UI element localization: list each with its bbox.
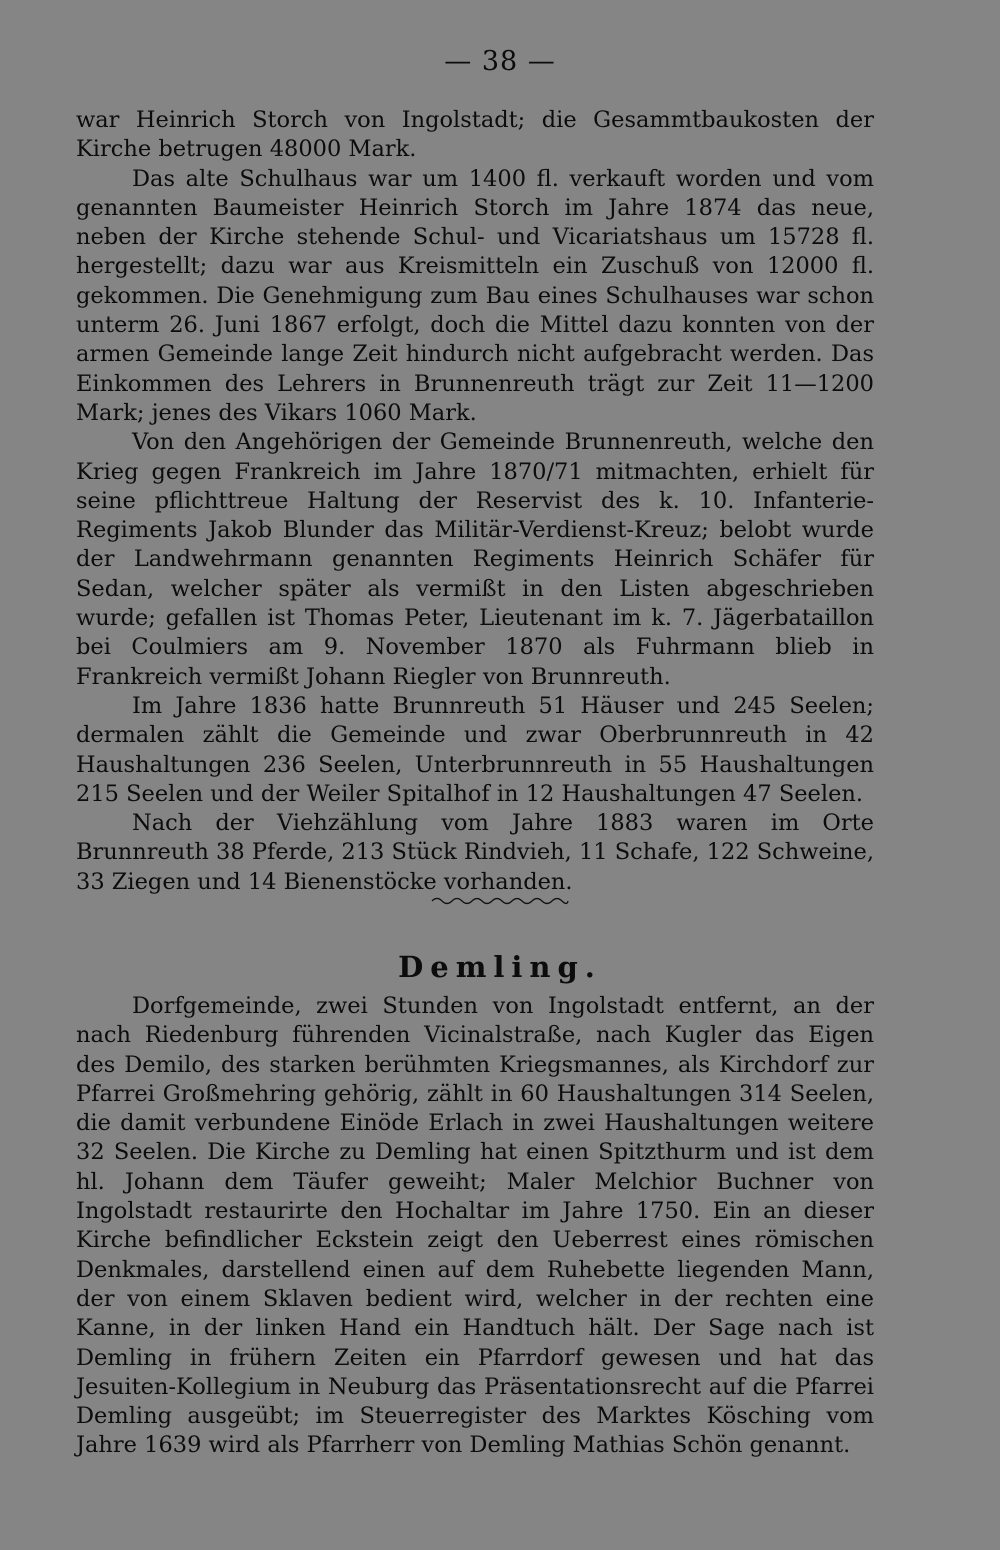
section-divider-ornament: [0, 893, 1000, 912]
paragraph: war Heinrich Storch von Ingolstadt; die Gesammtbaukosten der Kirche betrugen 48000 Mark.: [76, 107, 874, 163]
wavy-line-icon: [430, 894, 570, 908]
paragraph: Im Jahre 1836 hatte Brunnreuth 51 Häuser und 245 Seelen; dermalen zählt die Gemeinde und zwar Oberbrunnreuth in 42 Haushaltungen 236 Seelen, Unterbrunnreuth in 55 Haushaltungen 215 Seelen und der Weiler Spitalhof in 12 Haushaltungen 47 Seelen.: [76, 692, 874, 807]
paragraph: Nach der Viehzählung vom Jahre 1883 waren im Orte Brunnreuth 38 Pferde, 213 Stück Rindvieh, 11 Schafe, 122 Schweine, 33 Ziegen und 14 Bienenstöcke vorhanden.: [76, 810, 874, 895]
paragraph: Das alte Schulhaus war um 1400 fl. verkauft worden und vom genannten Baumeister Heinrich Storch im Jahre 1874 das neue, neben der Kirche stehende Schul- und Vicariatshaus um 15728 fl. hergestellt; dazu war aus Kreismitteln ein Zuschuß von 12000 fl. gekommen. Die Genehmigung zum Bau eines Schulhauses war schon unterm 26. Juni 1867 erfolgt, doch die Mittel dazu konnten von der armen Gemeinde lange Zeit hindurch nicht aufgebracht werden. Das Einkommen des Lehrers in Brunnenreuth trägt zur Zeit 11—1200 Mark; jenes des Vikars 1060 Mark.: [76, 165, 874, 426]
paragraph: Von den Angehörigen der Gemeinde Brunnenreuth, welche den Krieg gegen Frankreich im Jahre 1870/71 mitmachten, erhielt für seine pflichttreue Haltung der Reservist des k. 10. Infanterie-Regiments Jakob Blunder das Militär-Verdienst-Kreuz; belobt wurde der Landwehrmann genannten Regiments Heinrich Schäfer für Sedan, welcher später als vermißt in den Listen abgeschrieben wurde; gefallen ist Thomas Peter, Lieutenant im k. 7. Jägerbataillon bei Coulmiers am 9. November 1870 als Fuhrmann blieb in Frankreich vermißt Johann Riegler von Brunnreuth.: [76, 429, 874, 690]
demling-text-block: [76, 992, 874, 1461]
brunnenreuth-text-block: [76, 106, 874, 897]
page-number: — 38 —: [444, 46, 556, 77]
paragraph: Dorfgemeinde, zwei Stunden von Ingolstadt entfernt, an der nach Riedenburg führenden Vicinalstraße, nach Kugler das Eigen des Demilo, des starken berühmten Kriegsmannes, als Kirchdorf zur Pfarrei Großmehring gehörig, zählt in 60 Haushaltungen 314 Seelen, die damit verbundene Einöde Erlach in zwei Haushaltungen weitere 32 Seelen. Die Kirche zu Demling hat einen Spitzthurm und ist dem hl. Johann dem Täufer geweiht; Maler Melchior Buchner von Ingolstadt restaurirte den Hochaltar im Jahre 1750. Ein an dieser Kirche befindlicher Eckstein zeigt den Ueberrest eines römischen Denkmales, darstellend einen auf dem Ruhebette liegenden Mann, der von einem Sklaven bedient wird, welcher in der rechten eine Kanne, in der linken Hand ein Handtuch hält. Der Sage nach ist Demling in frühern Zeiten ein Pfarrdorf gewesen und hat das Jesuiten-Kollegium in Neuburg das Präsentationsrecht auf die Pfarrei Demling ausgeübt; im Steuerregister des Marktes Kösching vom Jahre 1639 wird als Pfarrherr von Demling Mathias Schön genannt.: [76, 993, 874, 1459]
section-heading: Demling.: [398, 950, 602, 984]
